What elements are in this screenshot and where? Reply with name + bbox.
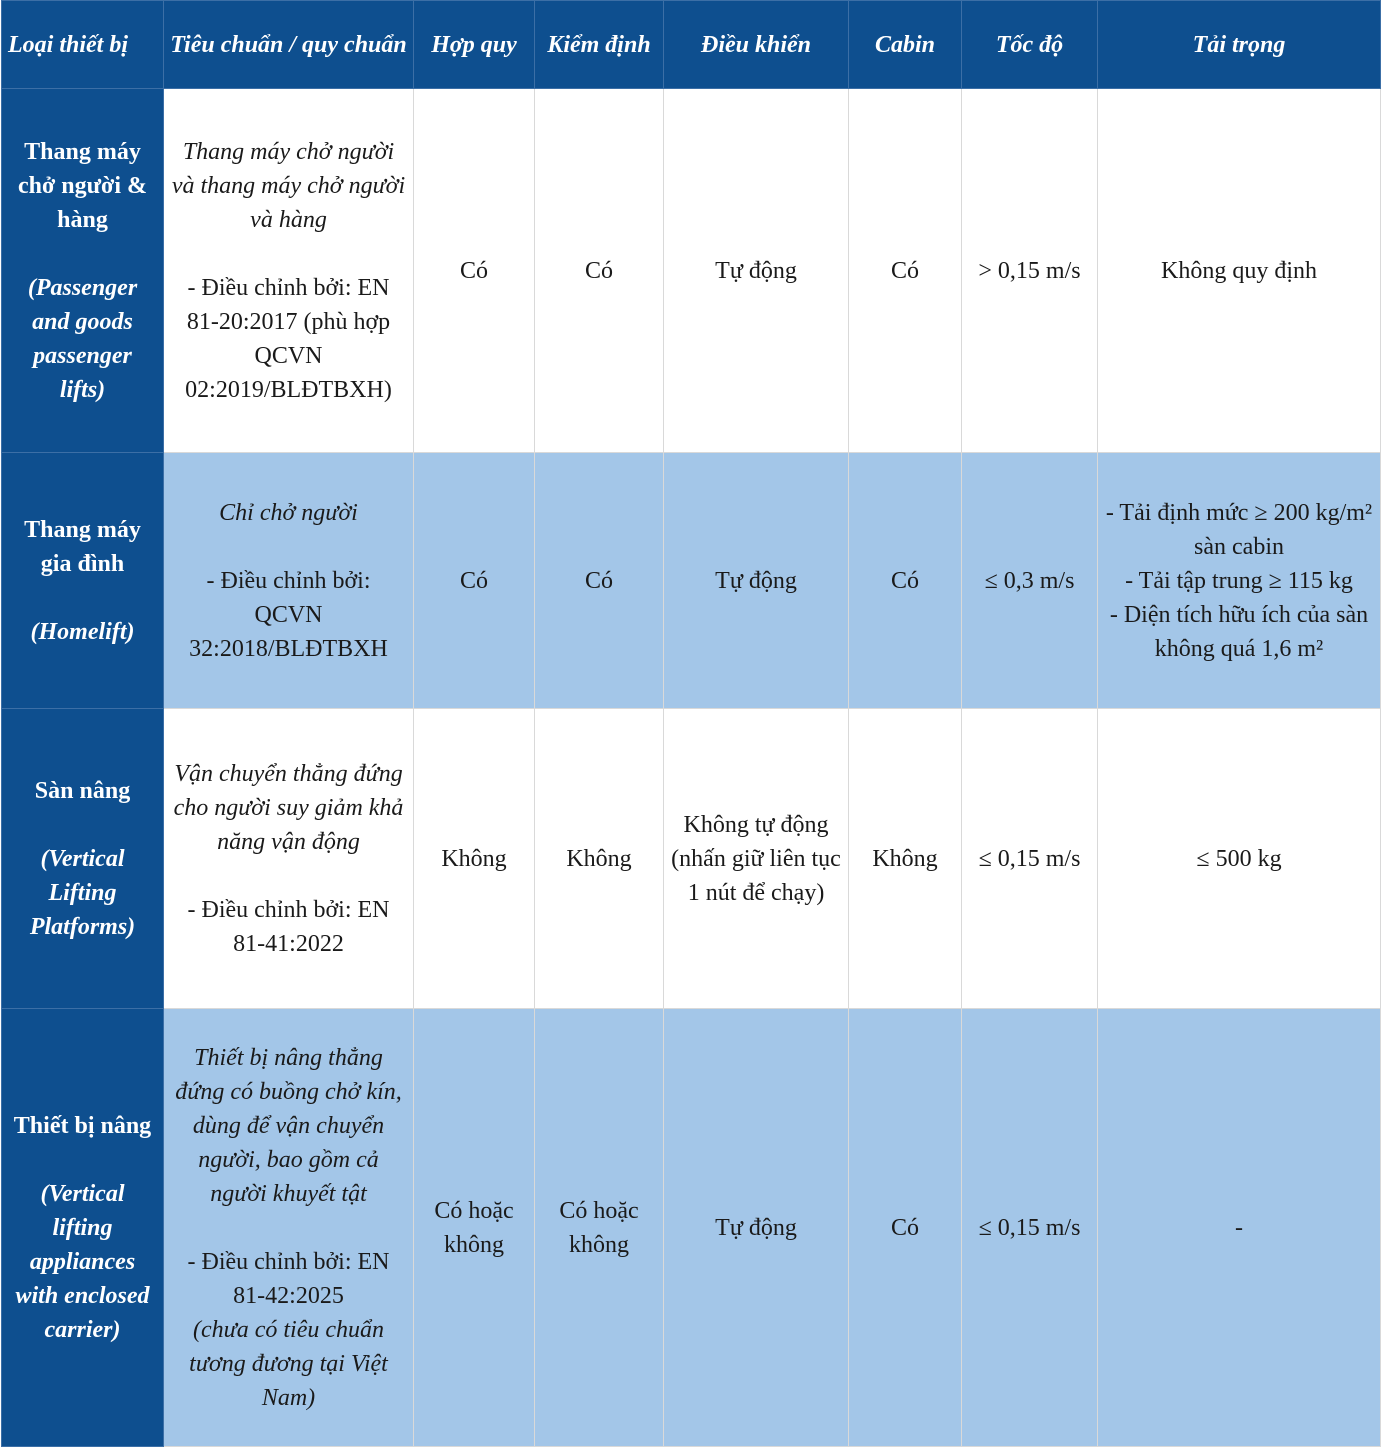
standard-cell: [164, 453, 414, 709]
standard-cell: [164, 89, 414, 453]
standard-regulation: - Điều chỉnh bởi: QCVN 32:2018/BLĐTBXH: [189, 567, 388, 662]
header-speed: Tốc độ: [962, 1, 1098, 89]
standard-description: Thiết bị nâng thẳng đứng có buồng chở kín, dùng để vận chuyển người, bao gồm cả người khuyết tật: [175, 1044, 402, 1207]
header-control: Điều khiển: [664, 1, 849, 89]
speed-cell: ≤ 0,15 m/s: [962, 709, 1098, 1009]
device-type-vi: Thiết bị nâng: [13, 1112, 152, 1139]
header-load: Tải trọng: [1098, 1, 1381, 89]
load-cell: [1098, 1009, 1381, 1447]
header-row: [2, 1, 1381, 89]
device-type-en: (Homelift): [30, 618, 135, 645]
standard-cell: [164, 709, 414, 1009]
device-type-en: (Passenger and goods passenger lifts): [27, 274, 138, 403]
speed-cell: > 0,15 m/s: [962, 89, 1098, 453]
device-type-cell: [2, 1009, 164, 1447]
cabin-cell: Có: [849, 453, 962, 709]
load-line: -: [1235, 1214, 1243, 1241]
speed-cell: ≤ 0,15 m/s: [962, 1009, 1098, 1447]
control-cell: Tự động: [664, 453, 849, 709]
inspection-cell: Không: [535, 709, 664, 1009]
device-type-cell: [2, 89, 164, 453]
control-cell: Không tự động (nhấn giữ liên tục 1 nút để chạy): [664, 709, 849, 1009]
device-type-vi: Sàn nâng: [34, 777, 131, 804]
load-line: - Diện tích hữu ích của sàn không quá 1,6 m²: [1109, 601, 1369, 662]
inspection-cell: Có hoặc không: [535, 1009, 664, 1447]
table-row: [2, 1009, 1381, 1447]
header-inspection: Kiểm định: [535, 1, 664, 89]
standard-regulation: - Điều chỉnh bởi: EN 81-41:2022: [187, 896, 390, 957]
header-conformity: Hợp quy: [414, 1, 535, 89]
control-cell: Tự động: [664, 89, 849, 453]
inspection-cell: Có: [535, 89, 664, 453]
header-cabin: Cabin: [849, 1, 962, 89]
conformity-cell: Có hoặc không: [414, 1009, 535, 1447]
inspection-cell: Có: [535, 453, 664, 709]
standard-regulation: - Điều chỉnh bởi: EN 81-42:2025: [187, 1248, 390, 1309]
standard-description: Chỉ chở người: [219, 499, 358, 526]
device-type-cell: [2, 709, 164, 1009]
device-type-en: (Vertical Lifting Platforms): [29, 845, 136, 940]
cabin-cell: Có: [849, 89, 962, 453]
load-line: Không quy định: [1161, 257, 1317, 284]
table-row: [2, 709, 1381, 1009]
header-device-type: Loại thiết bị: [2, 1, 164, 89]
speed-cell: ≤ 0,3 m/s: [962, 453, 1098, 709]
load-cell: [1098, 709, 1381, 1009]
load-cell: [1098, 453, 1381, 709]
device-type-vi: Thang máy gia đình: [24, 516, 141, 577]
load-line: ≤ 500 kg: [1196, 845, 1282, 872]
standard-description: Vận chuyển thẳng đứng cho người suy giảm khả năng vận động: [173, 760, 404, 855]
cabin-cell: Không: [849, 709, 962, 1009]
table-row: [2, 89, 1381, 453]
device-type-vi: Thang máy chở người & hàng: [18, 138, 147, 233]
device-type-cell: [2, 453, 164, 709]
header-standard: Tiêu chuẩn / quy chuẩn: [164, 1, 414, 89]
cabin-cell: Có: [849, 1009, 962, 1447]
load-line: - Tải tập trung ≥ 115 kg: [1125, 567, 1353, 594]
conformity-cell: Có: [414, 89, 535, 453]
standard-note: (chưa có tiêu chuẩn tương đương tại Việt Nam): [189, 1316, 388, 1411]
control-cell: Tự động: [664, 1009, 849, 1447]
standard-cell: [164, 1009, 414, 1447]
load-cell: [1098, 89, 1381, 453]
standard-regulation: - Điều chỉnh bởi: EN 81-20:2017 (phù hợp QCVN 02:2019/BLĐTBXH): [185, 274, 392, 403]
conformity-cell: Có: [414, 453, 535, 709]
standard-description: Thang máy chở người và thang máy chở người và hàng: [171, 138, 406, 233]
table-row: [2, 453, 1381, 709]
conformity-cell: Không: [414, 709, 535, 1009]
comparison-table: [1, 0, 1381, 1447]
load-line: - Tải định mức ≥ 200 kg/m² sàn cabin: [1105, 499, 1373, 560]
device-type-en: (Vertical lifting appliances with enclosed carrier): [15, 1180, 150, 1343]
